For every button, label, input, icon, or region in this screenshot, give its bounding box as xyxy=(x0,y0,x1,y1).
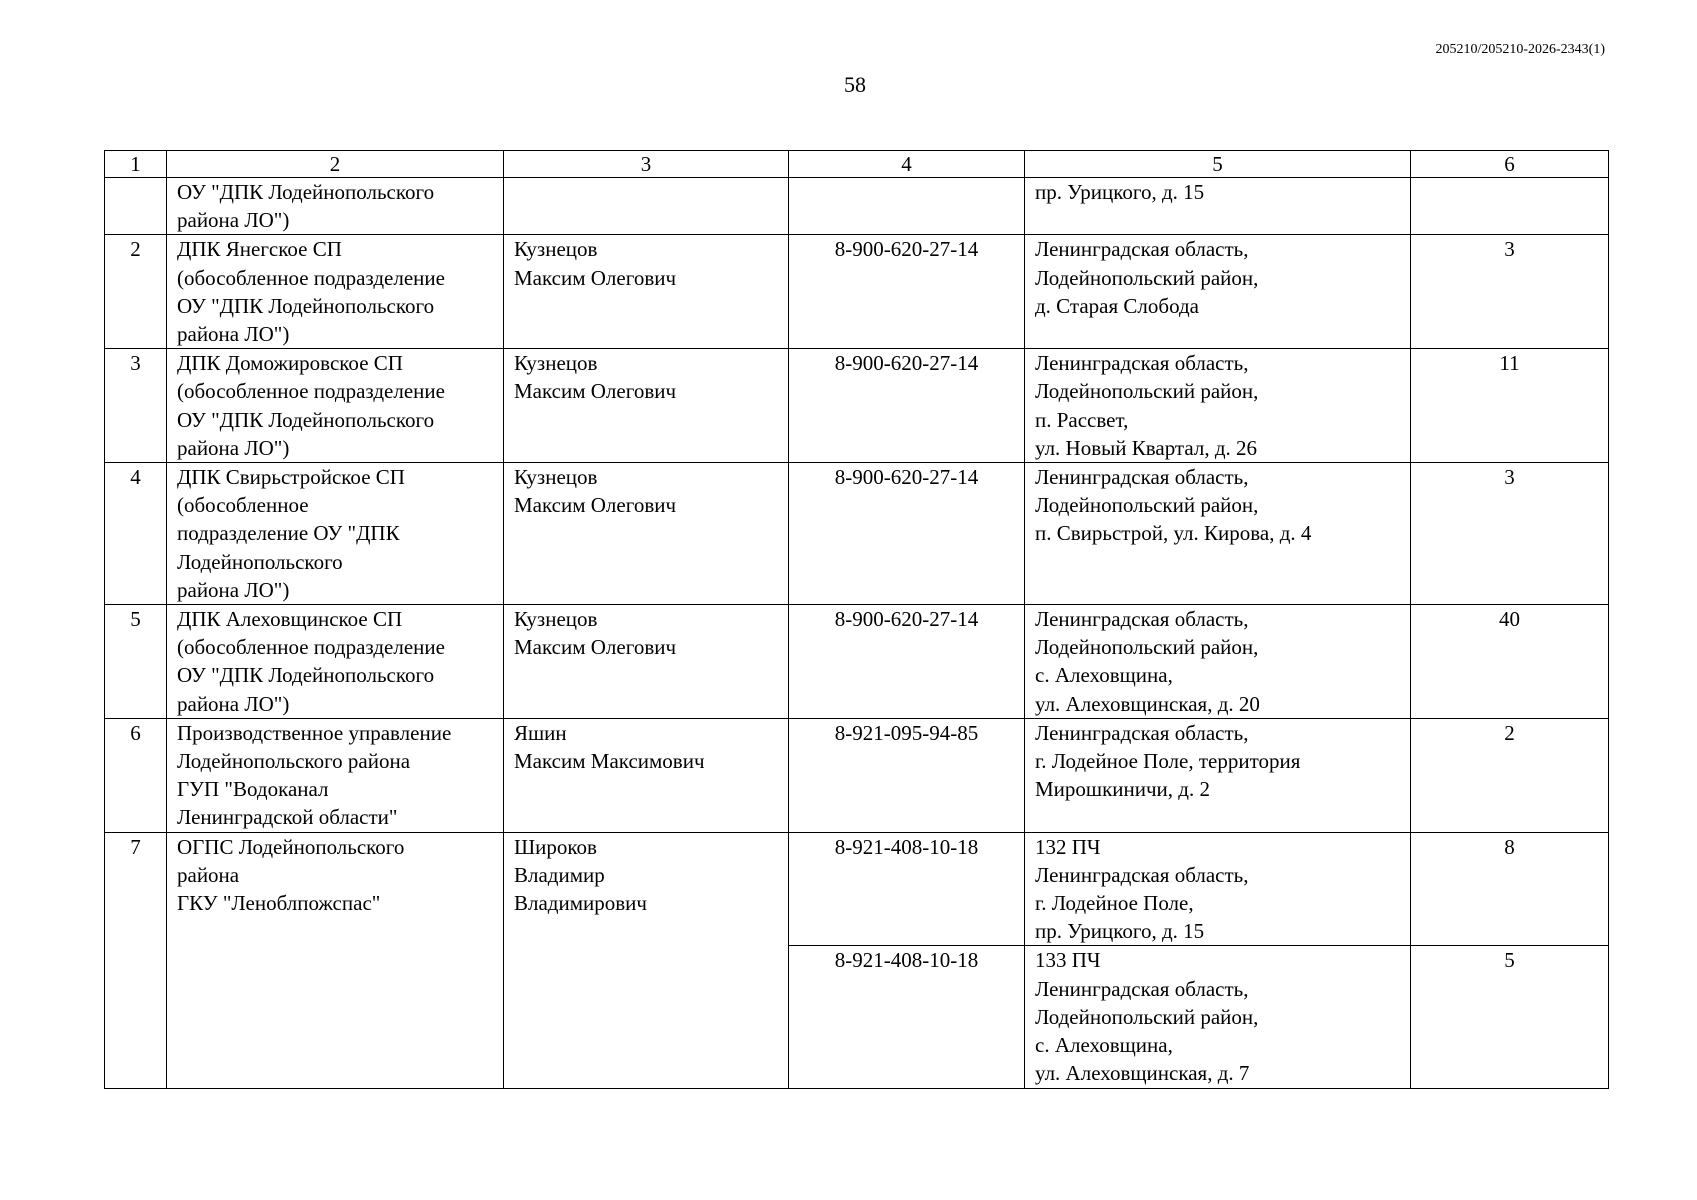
address-cell-line: пр. Урицкого, д. 15 xyxy=(1035,180,1205,204)
address-cell-line: ул. Новый Квартал, д. 26 xyxy=(1035,435,1258,460)
phone-cell: 8-921-408-10-18 xyxy=(789,832,1025,946)
address-cell-line: Лодейнопольский район, xyxy=(1035,493,1259,518)
address-cell-line: с. Алеховщина, xyxy=(1035,663,1173,688)
contact-person-cell-line: Максим Олегович xyxy=(514,493,677,518)
organization-cell-line: Производственное управление xyxy=(177,720,452,745)
address-cell-line: г. Лодейное Поле, xyxy=(1035,891,1194,916)
row-number: 5 xyxy=(105,605,167,719)
address-cell-line: Лодейнопольский район, xyxy=(1035,1004,1259,1029)
organization-cell-line: ГУП "Водоканал xyxy=(177,777,329,802)
count-cell: 11 xyxy=(1411,349,1609,463)
organization-cell-line: ОУ "ДПК Лодейнопольского xyxy=(177,180,435,204)
phone-cell: 8-921-408-10-18 xyxy=(789,946,1025,1088)
address-cell xyxy=(1025,235,1411,349)
address-cell-line: Ленинградская область, xyxy=(1035,607,1249,632)
address-cell-line: Лодейнопольский район, xyxy=(1035,265,1259,290)
row-number: 3 xyxy=(105,349,167,463)
organization-cell xyxy=(167,463,504,605)
count-cell: 3 xyxy=(1411,463,1609,605)
organization-cell xyxy=(167,718,504,832)
contact-person-cell xyxy=(504,605,789,719)
contact-person-cell-line: Максим Олегович xyxy=(514,635,677,660)
column-header: 5 xyxy=(1025,151,1411,178)
organization-cell-line: ДПК Свирьстройское СП xyxy=(177,465,405,490)
address-cell-line: Лодейнопольский район, xyxy=(1035,379,1259,404)
address-cell-line: ул. Алеховщинская, д. 7 xyxy=(1035,1061,1250,1086)
organization-cell-line: ДПК Алеховщинское СП xyxy=(177,607,403,632)
column-header: 1 xyxy=(105,151,167,178)
organization-cell-line: ГКУ "Леноблпожспас" xyxy=(177,891,381,916)
address-cell xyxy=(1025,178,1411,235)
address-cell-line: с. Алеховщина, xyxy=(1035,1033,1173,1058)
address-cell-line: п. Рассвет, xyxy=(1035,407,1129,432)
address-cell-line: Лодейнопольский район, xyxy=(1035,635,1259,660)
row-number xyxy=(105,178,167,235)
phone-cell xyxy=(789,178,1025,235)
address-cell-line: пр. Урицкого, д. 15 xyxy=(1035,919,1205,944)
organization-cell-line: (обособленное xyxy=(177,493,309,518)
address-cell xyxy=(1025,605,1411,719)
organization-cell xyxy=(167,605,504,719)
table-row xyxy=(105,832,1609,946)
address-cell-line: Ленинградская область, xyxy=(1035,862,1249,887)
organization-cell xyxy=(167,832,504,1088)
address-cell-line: д. Старая Слобода xyxy=(1035,293,1199,318)
phone-cell: 8-921-095-94-85 xyxy=(789,718,1025,832)
organization-cell-line: (обособленное подразделение xyxy=(177,635,445,660)
contact-person-cell-line: Кузнецов xyxy=(514,607,598,632)
phone-cell: 8-900-620-27-14 xyxy=(789,349,1025,463)
address-cell-line: ул. Алеховщинская, д. 20 xyxy=(1035,691,1260,716)
address-cell-line: Ленинградская область, xyxy=(1035,465,1249,490)
table-row xyxy=(105,605,1609,719)
organization-cell-line: ДПК Доможировское СП xyxy=(177,351,403,376)
table-header-row xyxy=(105,151,1609,178)
organization-cell-line: района ЛО") xyxy=(177,322,290,347)
organization-cell-line: ОУ "ДПК Лодейнопольского xyxy=(177,293,435,318)
organization-cell-line: Ленинградской области" xyxy=(177,805,398,830)
organization-cell-line: района ЛО") xyxy=(177,435,290,460)
address-cell xyxy=(1025,832,1411,946)
count-cell: 8 xyxy=(1411,832,1609,946)
contact-person-cell-line: Максим Олегович xyxy=(514,379,677,404)
address-cell-line: Мирошкиничи, д. 2 xyxy=(1035,777,1210,802)
organization-cell xyxy=(167,178,504,235)
contact-person-cell xyxy=(504,349,789,463)
organization-cell-line: района ЛО") xyxy=(177,208,290,233)
table-row xyxy=(105,718,1609,832)
table-row xyxy=(105,178,1609,235)
table-row xyxy=(105,235,1609,349)
phone-cell: 8-900-620-27-14 xyxy=(789,235,1025,349)
organization-cell-line: района ЛО") xyxy=(177,691,290,716)
contact-person-cell xyxy=(504,832,789,1088)
table-row xyxy=(105,349,1609,463)
address-cell xyxy=(1025,349,1411,463)
column-header: 2 xyxy=(167,151,504,178)
count-cell: 5 xyxy=(1411,946,1609,1088)
column-header: 4 xyxy=(789,151,1025,178)
contact-person-cell-line: Кузнецов xyxy=(514,351,598,376)
contact-person-cell-line: Яшин xyxy=(514,720,567,745)
organization-cell-line: ДПК Янегское СП xyxy=(177,237,342,262)
contact-person-cell-line: Владимирович xyxy=(514,891,647,916)
count-cell: 2 xyxy=(1411,718,1609,832)
address-cell-line: 133 ПЧ xyxy=(1035,948,1101,973)
phone-cell: 8-900-620-27-14 xyxy=(789,605,1025,719)
contact-person-cell-line: Максим Олегович xyxy=(514,265,677,290)
contacts-table xyxy=(104,150,1609,1089)
column-header: 3 xyxy=(504,151,789,178)
row-number: 2 xyxy=(105,235,167,349)
organization-cell-line: ОУ "ДПК Лодейнопольского xyxy=(177,407,435,432)
contact-person-cell-line: Максим Максимович xyxy=(514,749,705,774)
organization-cell-line: ОГПС Лодейнопольского xyxy=(177,834,405,859)
address-cell-line: Ленинградская область, xyxy=(1035,976,1249,1001)
contact-person-cell-line: Кузнецов xyxy=(514,465,598,490)
organization-cell-line: (обособленное подразделение xyxy=(177,379,445,404)
contact-person-cell xyxy=(504,178,789,235)
table-row xyxy=(105,463,1609,605)
row-number: 4 xyxy=(105,463,167,605)
row-number: 7 xyxy=(105,832,167,1088)
contact-person-cell xyxy=(504,718,789,832)
phone-cell: 8-900-620-27-14 xyxy=(789,463,1025,605)
address-cell-line: 132 ПЧ xyxy=(1035,834,1101,859)
address-cell xyxy=(1025,718,1411,832)
contact-person-cell xyxy=(504,463,789,605)
address-cell-line: Ленинградская область, xyxy=(1035,351,1249,376)
organization-cell-line: подразделение ОУ "ДПК xyxy=(177,521,400,546)
organization-cell-line: Лодейнопольского района xyxy=(177,749,411,774)
organization-cell-line: (обособленное подразделение xyxy=(177,265,445,290)
organization-cell-line: района ЛО") xyxy=(177,577,290,602)
count-cell xyxy=(1411,178,1609,235)
contact-person-cell-line: Кузнецов xyxy=(514,237,598,262)
address-cell-line: п. Свирьстрой, ул. Кирова, д. 4 xyxy=(1035,521,1312,546)
count-cell: 40 xyxy=(1411,605,1609,719)
document-id: 205210/205210-2026-2343(1) xyxy=(1435,42,1605,57)
address-cell-line: Ленинградская область, xyxy=(1035,720,1249,745)
row-number: 6 xyxy=(105,718,167,832)
address-cell xyxy=(1025,463,1411,605)
column-header: 6 xyxy=(1411,151,1609,178)
address-cell xyxy=(1025,946,1411,1088)
organization-cell xyxy=(167,235,504,349)
address-cell-line: Ленинградская область, xyxy=(1035,237,1249,262)
count-cell: 3 xyxy=(1411,235,1609,349)
contact-person-cell-line: Владимир xyxy=(514,862,605,887)
page-number: 58 xyxy=(844,72,866,97)
contact-person-cell-line: Широков xyxy=(514,834,597,859)
organization-cell-line: района xyxy=(177,862,240,887)
organization-cell xyxy=(167,349,504,463)
organization-cell-line: ОУ "ДПК Лодейнопольского xyxy=(177,663,435,688)
contact-person-cell xyxy=(504,235,789,349)
address-cell-line: г. Лодейное Поле, территория xyxy=(1035,749,1301,774)
organization-cell-line: Лодейнопольского xyxy=(177,549,343,574)
